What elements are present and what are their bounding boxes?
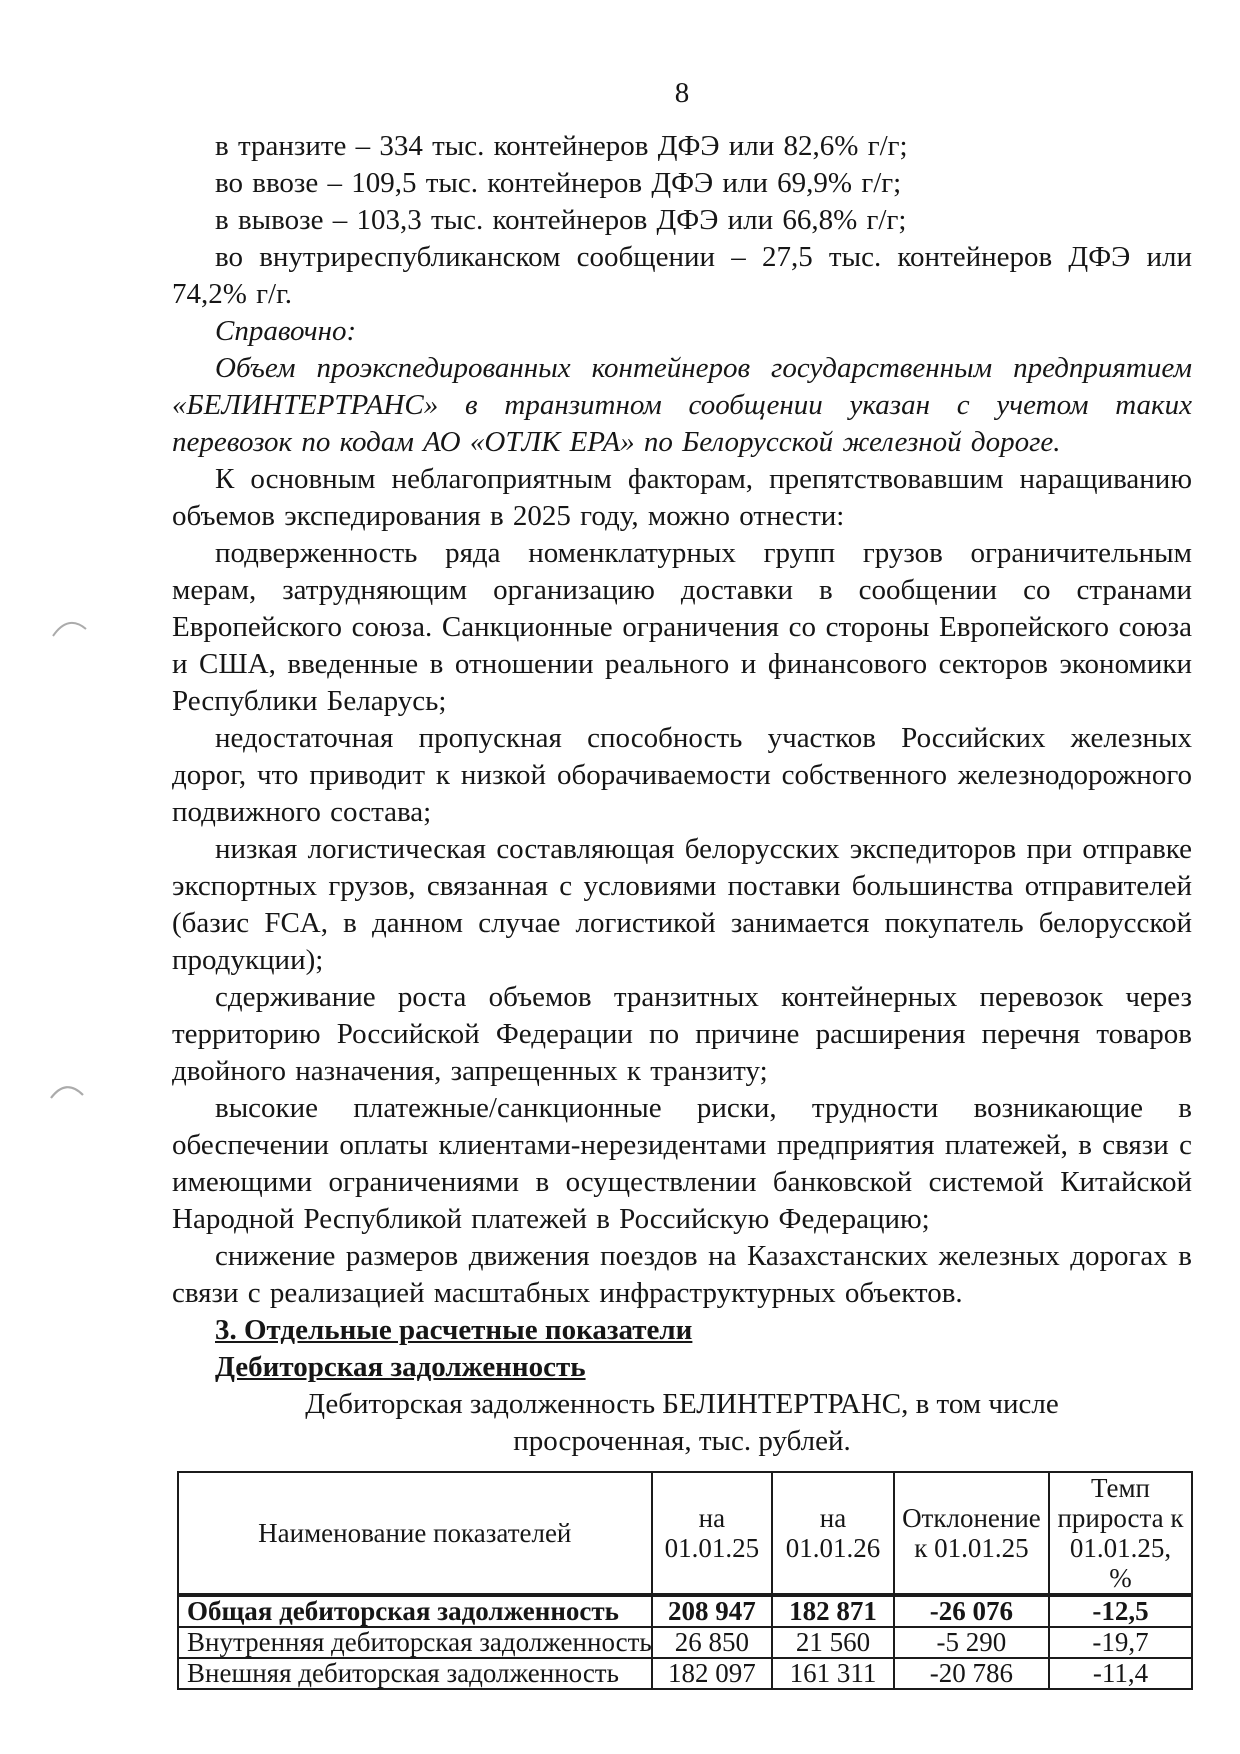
- body-paragraph: во внутриреспубликанском сообщении – 27,5 тыс. контейнеров ДФЭ или 74,2% г/г.: [172, 241, 1192, 310]
- body-paragraph: подверженность ряда номенклатурных групп грузов ограничительным мерам, затрудняющим организацию доставки в сообщении со странами Европейского союза. Санкционные ограничения со стороны Европейского союза и США, введенные в отношении реального и финансового секторов экономики Республики Беларусь;: [172, 537, 1192, 717]
- reference-label: Справочно:: [215, 315, 357, 347]
- growth-rate-cell: -11,4: [1049, 1658, 1192, 1689]
- body-paragraph: в транзите – 334 тыс. контейнеров ДФЭ или 82,6% г/г;: [215, 130, 908, 162]
- indicator-name-cell: Общая дебиторская задолженность: [178, 1595, 652, 1627]
- column-header-indicator: Наименование показателей: [178, 1472, 652, 1595]
- subsection-heading: [172, 1349, 1192, 1386]
- value-cell: 21 560: [772, 1627, 894, 1658]
- section-heading-text: 3. Отдельные расчетные показатели: [215, 1314, 693, 1346]
- subsection-heading-text: Дебиторская задолженность: [215, 1351, 586, 1383]
- receivables-table: [177, 1471, 1193, 1690]
- table-row: [178, 1658, 1192, 1689]
- table-row: [178, 1595, 1192, 1627]
- page-number: 8: [674, 77, 690, 109]
- deviation-cell: -26 076: [894, 1595, 1049, 1627]
- table-header-row: [178, 1472, 1192, 1595]
- growth-rate-cell: -19,7: [1049, 1627, 1192, 1658]
- body-paragraph: в вывозе – 103,3 тыс. контейнеров ДФЭ или 66,8% г/г;: [215, 204, 907, 236]
- body-paragraph: низкая логистическая составляющая белорусских экспедиторов при отправке экспортных грузов, связанная с условиями поставки большинства отправителей (базис FCA, в данном случае логистикой занимается покупатель белорусской продукции);: [172, 833, 1192, 976]
- body-paragraph: высокие платежные/санкционные риски, трудности возникающие в обеспечении оплаты клиентами-нерезидентами предприятия платежей, в связи с имеющими ограничениями в осуществлении банковской системой Китайской Народной Республикой платежей в Российскую Федерацию;: [172, 1092, 1192, 1235]
- body-paragraph: К основным неблагоприятным факторам, препятствовавшим наращиванию объемов экспедирования в 2025 году, можно отнести:: [172, 463, 1192, 532]
- section-heading: [172, 1312, 1192, 1349]
- body-paragraph: во ввозе – 109,5 тыс. контейнеров ДФЭ или 69,9% г/г;: [215, 167, 902, 199]
- body-paragraph: недостаточная пропускная способность участков Российских железных дорог, что приводит к низкой оборачиваемости собственного железнодорожного подвижного состава;: [172, 722, 1192, 828]
- deviation-cell: -20 786: [894, 1658, 1049, 1689]
- indicator-name-cell: Внутренняя дебиторская задолженность: [178, 1627, 652, 1658]
- column-header-growth-rate: Темп прироста к 01.01.25, %: [1049, 1472, 1192, 1595]
- table-row: [178, 1627, 1192, 1658]
- pen-mark: [47, 1074, 87, 1104]
- deviation-cell: -5 290: [894, 1627, 1049, 1658]
- value-cell: 182 097: [652, 1658, 773, 1689]
- value-cell: 182 871: [772, 1595, 894, 1627]
- table-caption-line-2: просроченная, тыс. рублей.: [513, 1425, 851, 1457]
- value-cell: 161 311: [772, 1658, 894, 1689]
- document-body: [172, 128, 1192, 1690]
- body-paragraph: снижение размеров движения поездов на Казахстанских железных дорогах в связи с реализацией масштабных инфраструктурных объектов.: [172, 1240, 1192, 1309]
- table-caption-line-1: Дебиторская задолженность БЕЛИНТЕРТРАНС, в том числе: [305, 1388, 1059, 1420]
- column-header-date-2: на 01.01.26: [772, 1472, 894, 1595]
- column-header-deviation: Отклонение к 01.01.25: [894, 1472, 1049, 1595]
- pen-mark: [50, 612, 90, 640]
- reference-paragraph: Объем проэкспедированных контейнеров государственным предприятием «БЕЛИНТЕРТРАНС» в транзитном сообщении указан с учетом таких перевозок по кодам АО «ОТЛК ЕРА» по Белорусской железной дороге.: [172, 352, 1192, 458]
- growth-rate-cell: -12,5: [1049, 1595, 1192, 1627]
- indicator-name-cell: Внешняя дебиторская задолженность: [178, 1658, 652, 1689]
- value-cell: 26 850: [652, 1627, 773, 1658]
- value-cell: 208 947: [652, 1595, 773, 1627]
- column-header-date-1: на 01.01.25: [652, 1472, 773, 1595]
- body-paragraph: сдерживание роста объемов транзитных контейнерных перевозок через территорию Российской Федерации по причине расширения перечня товаров двойного назначения, запрещенных к транзиту;: [172, 981, 1192, 1087]
